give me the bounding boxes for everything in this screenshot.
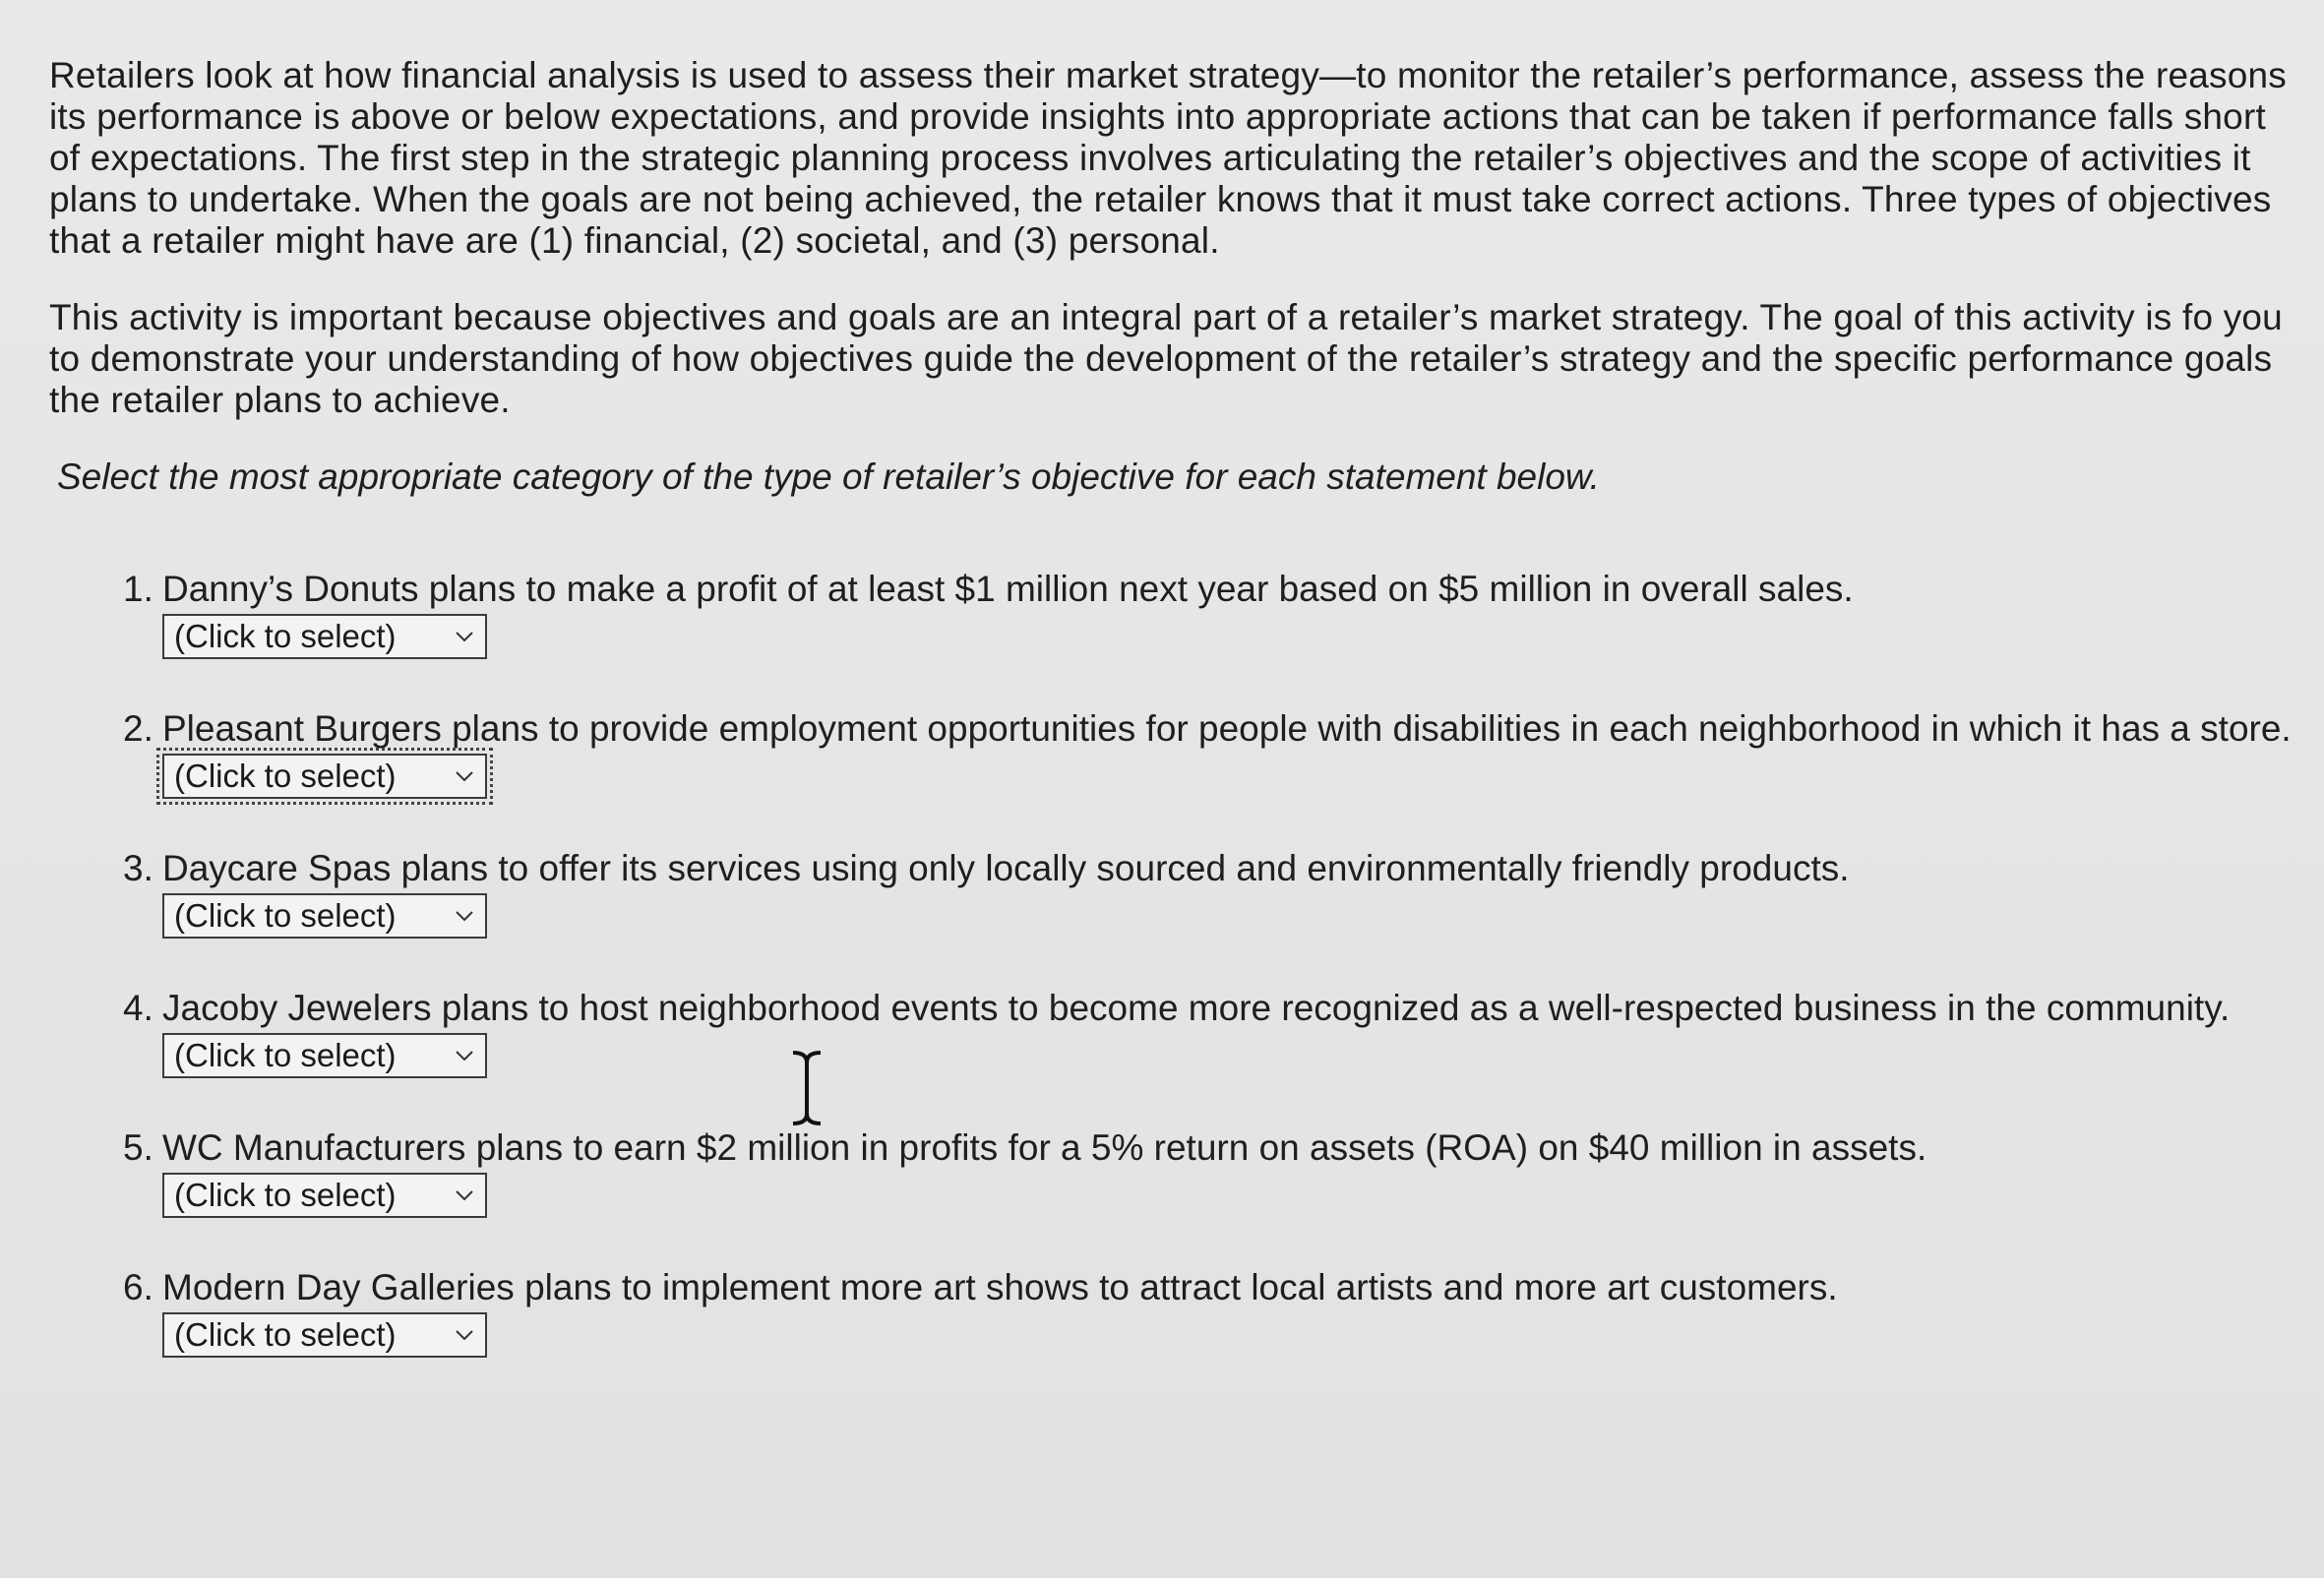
question-item: [123, 1127, 2302, 1218]
chevron-down-icon: [454, 1324, 475, 1346]
question-text: Modern Day Galleries plans to implement more art shows to attract local artists and more art customers.: [162, 1267, 1838, 1307]
select-value: (Click to select): [174, 758, 397, 794]
question-number: 5.: [123, 1127, 153, 1168]
chevron-down-icon: [454, 1045, 475, 1066]
question-text: Danny’s Donuts plans to make a profit of at least $1 million next year based on $5 million in overall sales.: [162, 569, 1854, 609]
intro-paragraph-2: This activity is important because objectives and goals are an integral part of a retailer’s market strategy. The goal of this activity is fo you to demonstrate your understanding of how objectives guide the development of the retailer’s strategy and the specific performance goals the retailer plans to achieve.: [49, 297, 2283, 420]
question-number: 6.: [123, 1267, 153, 1307]
objective-select-1[interactable]: [162, 614, 487, 659]
text-cursor-icon: [787, 1049, 826, 1127]
question-number: 2.: [123, 708, 153, 749]
question-item: [123, 569, 2302, 659]
question-text: WC Manufacturers plans to earn $2 million in profits for a 5% return on assets (ROA) on $40 million in assets.: [162, 1127, 1927, 1168]
objective-select-3[interactable]: [162, 893, 487, 939]
question-item: [123, 988, 2302, 1078]
question-number: 1.: [123, 569, 153, 609]
question-text: Pleasant Burgers plans to provide employment opportunities for people with disabilities in each neighborhood in which it has a store.: [162, 708, 2292, 749]
question-item: [123, 848, 2302, 939]
objective-select-4[interactable]: [162, 1033, 487, 1078]
question-item: [123, 708, 2302, 799]
select-value: (Click to select): [174, 618, 397, 654]
question-item: [123, 1267, 2302, 1358]
question-number: 3.: [123, 848, 153, 888]
chevron-down-icon: [454, 626, 475, 647]
question-text: Daycare Spas plans to offer its services using only locally sourced and environmentally friendly products.: [162, 848, 1850, 888]
select-value: (Click to select): [174, 1316, 397, 1353]
chevron-down-icon: [454, 765, 475, 787]
objective-select-5[interactable]: [162, 1173, 487, 1218]
objective-select-6[interactable]: [162, 1312, 487, 1358]
select-value: (Click to select): [174, 1177, 397, 1213]
chevron-down-icon: [454, 1184, 475, 1206]
instruction-text: Select the most appropriate category of the type of retailer’s objective for each statement below.: [57, 456, 1600, 497]
question-text: Jacoby Jewelers plans to host neighborhood events to become more recognized as a well-respected business in the community.: [162, 988, 2231, 1028]
question-number: 4.: [123, 988, 153, 1028]
select-value: (Click to select): [174, 897, 397, 934]
chevron-down-icon: [454, 905, 475, 927]
select-value: (Click to select): [174, 1037, 397, 1073]
question-list: [49, 569, 2302, 1358]
intro-paragraph-1: Retailers look at how financial analysis is used to assess their market strategy—to monitor the retailer’s performance, assess the reasons its performance is above or below expectations, and provide insights into appropriate actions that can be taken if performance falls short of expectations. The first step in the strategic planning process involves articulating the retailer’s objectives and the scope of activities it plans to undertake. When the goals are not being achieved, the retailer knows that it must take correct actions. Three types of objectives that a retailer might have are (1) financial, (2) societal, and (3) personal.: [49, 55, 2287, 261]
activity-content: [49, 55, 2302, 1407]
objective-select-2[interactable]: [162, 754, 487, 799]
